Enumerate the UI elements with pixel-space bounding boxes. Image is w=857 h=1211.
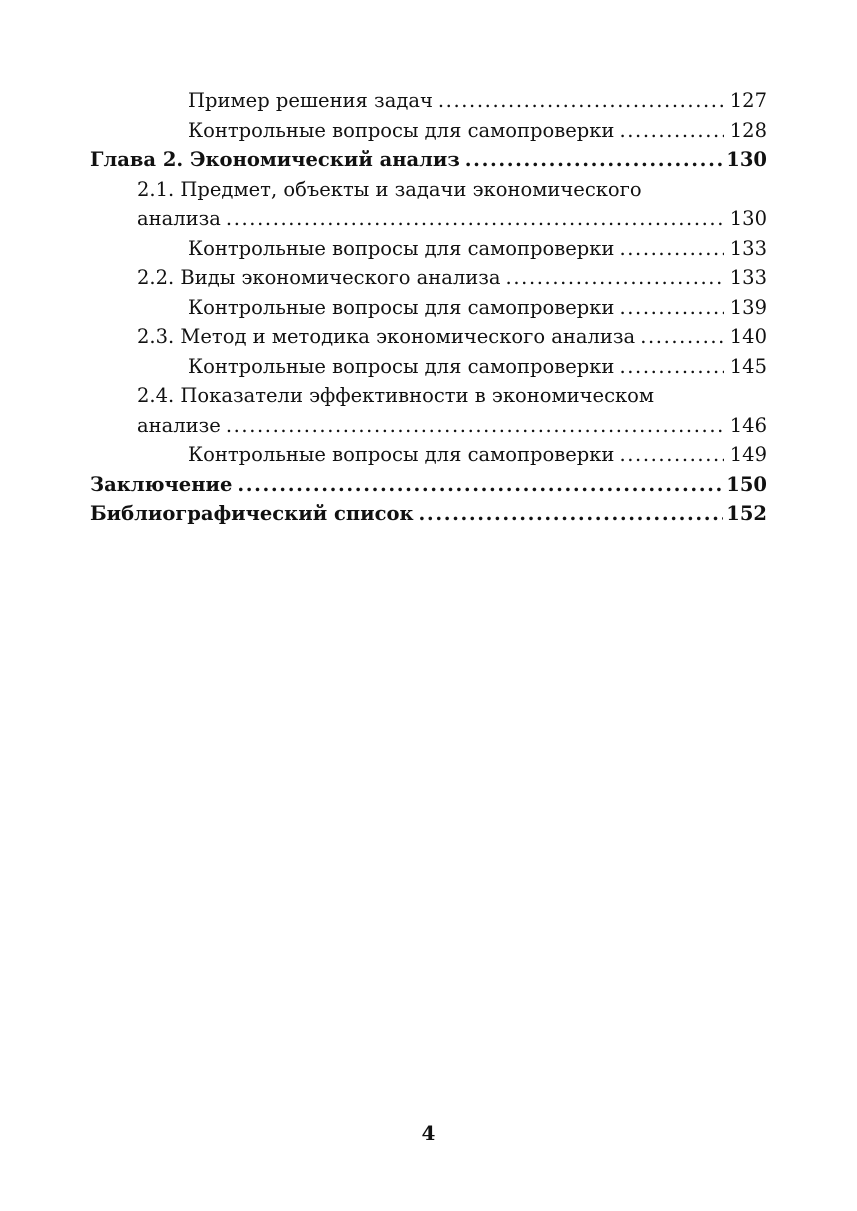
toc-entry-self-check-questions[interactable]: [90, 293, 767, 323]
toc-entry-title: анализа: [137, 207, 221, 230]
toc-entry-title: Контрольные вопросы для самопроверки: [188, 118, 615, 142]
toc-entry-section-2-4-continued[interactable]: [90, 411, 767, 441]
toc-entry-page: 133: [729, 266, 767, 289]
toc-entry-title: Пример решения задач: [188, 89, 433, 112]
toc-entry-title: Контрольные вопросы для самопроверки: [188, 354, 615, 378]
toc-entry-title: анализе: [137, 413, 221, 437]
toc-entry-self-check-questions[interactable]: [90, 352, 767, 382]
dot-leader: [619, 293, 724, 323]
dot-leader: [619, 234, 724, 264]
dot-leader: [226, 204, 724, 234]
toc-entry-page: 140: [729, 325, 767, 348]
dot-leader: [506, 263, 724, 293]
table-of-contents: [90, 86, 767, 529]
toc-entry-section-2-4[interactable]: [90, 381, 767, 411]
toc-entry-self-check-questions[interactable]: [90, 116, 767, 146]
toc-entry-title: 2.3. Метод и методика экономического анализа: [137, 325, 636, 348]
dot-leader: [465, 145, 723, 175]
toc-entry-section-2-1-continued[interactable]: [90, 204, 767, 234]
toc-entry-section-2-1[interactable]: [90, 175, 767, 205]
toc-entry-page: 146: [729, 413, 767, 437]
toc-entry-page: 128: [729, 118, 767, 142]
toc-entry-example-solutions[interactable]: [90, 86, 767, 116]
page-number: 4: [421, 1121, 436, 1145]
toc-entry-page: 133: [729, 236, 767, 260]
toc-entry-title: Контрольные вопросы для самопроверки: [188, 443, 615, 466]
dot-leader: [438, 86, 724, 116]
toc-entry-section-2-3[interactable]: [90, 322, 767, 352]
dot-leader: [640, 322, 724, 352]
toc-entry-title: 2.2. Виды экономического анализа: [137, 266, 501, 289]
toc-entry-section-2-2[interactable]: [90, 263, 767, 293]
toc-entry-page: 130: [729, 207, 767, 230]
dot-leader: [619, 352, 724, 382]
toc-entry-page: 130: [726, 148, 767, 171]
toc-entry-title: Контрольные вопросы для самопроверки: [188, 295, 615, 319]
toc-entry-chapter-2[interactable]: [90, 145, 767, 175]
dot-leader: [619, 116, 724, 146]
toc-entry-page: 150: [726, 472, 767, 496]
toc-entry-page: 127: [729, 89, 767, 112]
toc-entry-page: 152: [726, 502, 767, 525]
toc-entry-title: Контрольные вопросы для самопроверки: [188, 236, 615, 260]
toc-entry-page: 139: [729, 295, 767, 319]
dot-leader: [237, 470, 723, 500]
toc-entry-title: 2.1. Предмет, объекты и задачи экономического: [137, 177, 642, 201]
dot-leader: [226, 411, 724, 441]
toc-entry-page: 145: [729, 354, 767, 378]
toc-entry-title: Глава 2. Экономический анализ: [90, 148, 460, 171]
toc-entry-page: 149: [729, 443, 767, 466]
toc-entry-self-check-questions[interactable]: [90, 440, 767, 470]
toc-entry-self-check-questions[interactable]: [90, 234, 767, 264]
toc-entry-bibliography[interactable]: [90, 499, 767, 529]
toc-entry-title: Библиографический список: [90, 502, 414, 525]
dot-leader: [619, 440, 724, 470]
dot-leader: [419, 499, 724, 529]
toc-entry-title: Заключение: [90, 472, 233, 496]
toc-entry-conclusion[interactable]: [90, 470, 767, 500]
toc-entry-title: 2.4. Показатели эффективности в экономическом: [137, 384, 655, 407]
